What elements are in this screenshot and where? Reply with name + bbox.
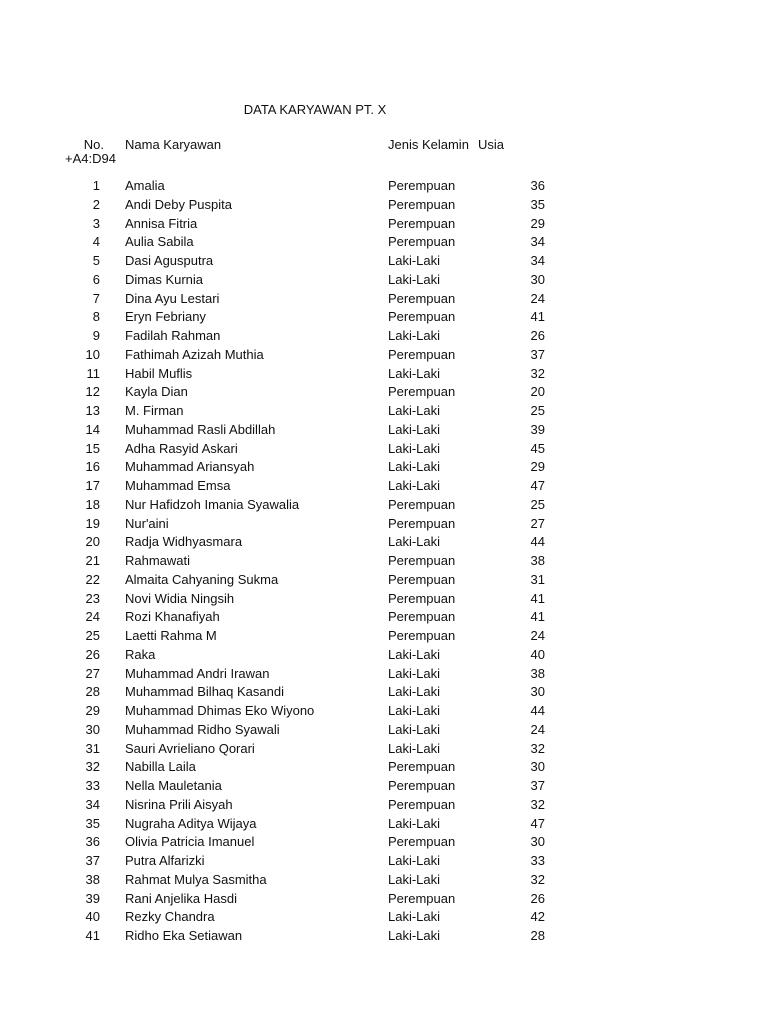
employee-gender: Perempuan [388, 890, 456, 906]
row-number: 2 [92, 196, 100, 212]
table-row [0, 383, 768, 402]
employee-name: Aulia Sabila [125, 234, 194, 250]
table-row [0, 608, 768, 627]
employee-gender: Perempuan [388, 778, 456, 793]
column-header-name: Nama Karyawan [125, 137, 222, 152]
row-number: 15 [85, 440, 100, 456]
table-row [0, 402, 768, 421]
employee-gender: Laki-Laki [388, 403, 441, 418]
table-row [0, 852, 768, 871]
employee-age: 30 [530, 834, 545, 850]
employee-name: Nabilla Laila [125, 759, 196, 775]
employee-age: 32 [530, 796, 545, 812]
table-row [0, 440, 768, 459]
table-row [0, 590, 768, 609]
table-row [0, 796, 768, 815]
employee-age: 38 [530, 553, 545, 568]
table-row [0, 365, 768, 384]
employee-age: 30 [530, 271, 545, 287]
table-row [0, 458, 768, 477]
employee-name: Rahmawati [125, 553, 191, 568]
table-row [0, 740, 768, 759]
employee-name: Rezky Chandra [125, 909, 215, 925]
employee-age: 25 [530, 496, 545, 512]
employee-name: Muhammad Rasli Abdillah [125, 421, 276, 437]
employee-age: 34 [530, 234, 545, 250]
employee-gender: Perempuan [388, 346, 456, 362]
employee-name: Ridho Eka Setiawan [125, 928, 243, 943]
employee-name: Sauri Avrieliano Qorari [125, 740, 255, 756]
employee-name: Nur'aini [125, 515, 169, 531]
employee-gender: Laki-Laki [388, 534, 441, 550]
table-row [0, 290, 768, 309]
employee-age: 41 [530, 609, 545, 625]
row-number: 28 [85, 684, 100, 700]
employee-name: Andi Deby Puspita [125, 196, 232, 212]
row-number: 38 [85, 871, 100, 887]
row-number: 6 [92, 271, 100, 287]
employee-name: Nella Mauletania [125, 778, 222, 793]
employee-name: Muhammad Andri Irawan [125, 665, 270, 681]
row-number: 35 [85, 815, 100, 831]
table-row [0, 327, 768, 346]
row-number: 23 [85, 590, 100, 606]
employee-age: 29 [530, 215, 545, 231]
table-row [0, 815, 768, 834]
employee-name: Fathimah Azizah Muthia [125, 346, 264, 362]
table-row [0, 890, 768, 909]
employee-age: 44 [530, 703, 545, 718]
employee-age: 24 [530, 628, 545, 643]
table-row [0, 177, 768, 196]
employee-gender: Laki-Laki [388, 721, 441, 737]
employee-age: 33 [530, 853, 545, 868]
employee-age: 41 [530, 590, 545, 606]
table-row [0, 571, 768, 590]
employee-table [0, 177, 768, 946]
employee-name: Putra Alfarizki [125, 853, 205, 868]
employee-name: Kayla Dian [125, 384, 188, 400]
table-row [0, 533, 768, 552]
row-number: 3 [92, 215, 100, 231]
employee-age: 35 [530, 196, 545, 212]
employee-name: Laetti Rahma M [125, 628, 217, 643]
employee-gender: Laki-Laki [388, 703, 441, 718]
row-number: 7 [92, 290, 100, 306]
table-row [0, 833, 768, 852]
row-number: 31 [85, 740, 100, 756]
row-number: 10 [85, 346, 100, 362]
table-row [0, 515, 768, 534]
employee-gender: Laki-Laki [388, 421, 441, 437]
table-row [0, 702, 768, 721]
employee-gender: Perempuan [388, 609, 456, 625]
table-row [0, 233, 768, 252]
row-number: 29 [85, 703, 100, 718]
employee-gender: Laki-Laki [388, 365, 441, 381]
employee-name: Muhammad Ridho Syawali [125, 721, 280, 737]
employee-name: Nugraha Aditya Wijaya [125, 815, 257, 831]
employee-gender: Laki-Laki [388, 440, 441, 456]
employee-age: 45 [530, 440, 545, 456]
row-number: 36 [85, 834, 100, 850]
employee-gender: Perempuan [388, 234, 456, 250]
row-number: 34 [85, 796, 100, 812]
table-row [0, 421, 768, 440]
employee-name: Dasi Agusputra [125, 253, 214, 268]
employee-name: Eryn Febriany [125, 309, 206, 325]
employee-gender: Laki-Laki [388, 271, 441, 287]
employee-name: Adha Rasyid Askari [125, 440, 238, 456]
employee-gender: Laki-Laki [388, 478, 441, 493]
row-number: 9 [92, 328, 100, 343]
employee-age: 40 [530, 646, 545, 662]
employee-gender: Laki-Laki [388, 459, 441, 475]
row-number: 25 [85, 628, 100, 643]
employee-age: 24 [530, 290, 545, 306]
employee-gender: Laki-Laki [388, 871, 441, 887]
table-row [0, 308, 768, 327]
employee-gender: Perempuan [388, 290, 456, 306]
employee-name: Dina Ayu Lestari [125, 290, 220, 306]
employee-gender: Laki-Laki [388, 684, 441, 700]
employee-age: 26 [530, 890, 545, 906]
employee-age: 47 [530, 815, 545, 831]
employee-age: 31 [530, 571, 545, 587]
table-row [0, 496, 768, 515]
employee-gender: Laki-Laki [388, 328, 441, 343]
row-number: 11 [86, 365, 100, 381]
employee-age: 24 [530, 721, 545, 737]
employee-age: 36 [530, 178, 545, 193]
row-number: 24 [85, 609, 100, 625]
employee-name: Raka [125, 646, 156, 662]
employee-age: 47 [530, 478, 545, 493]
employee-name: Habil Muflis [125, 365, 193, 381]
row-number: 33 [85, 778, 100, 793]
employee-age: 30 [530, 684, 545, 700]
employee-name: Novi Widia Ningsih [125, 590, 235, 606]
table-row [0, 683, 768, 702]
table-row [0, 927, 768, 946]
row-number: 32 [85, 759, 100, 775]
row-number: 40 [85, 909, 100, 925]
employee-name: Muhammad Ariansyah [125, 459, 255, 475]
employee-gender: Perempuan [388, 496, 456, 512]
table-row [0, 215, 768, 234]
employee-gender: Laki-Laki [388, 665, 441, 681]
employee-name: Nisrina Prili Aisyah [125, 796, 233, 812]
employee-name: Nur Hafidzoh Imania Syawalia [125, 496, 300, 512]
employee-gender: Perempuan [388, 759, 456, 775]
employee-name: Muhammad Emsa [125, 478, 231, 493]
column-header-age: Usia [478, 137, 505, 152]
row-number: 8 [92, 309, 100, 325]
employee-age: 25 [530, 403, 545, 418]
row-number: 18 [85, 496, 100, 512]
row-number: 4 [92, 234, 100, 250]
employee-age: 29 [530, 459, 545, 475]
column-header-formula: +A4:D94 [65, 151, 116, 166]
column-header-gender: Jenis Kelamin [388, 137, 469, 152]
column-header-no: No. [83, 137, 104, 152]
row-number: 21 [85, 553, 100, 568]
row-number: 12 [85, 384, 100, 400]
table-row [0, 721, 768, 740]
employee-gender: Perempuan [388, 309, 456, 325]
employee-gender: Perempuan [388, 628, 456, 643]
employee-gender: Laki-Laki [388, 928, 441, 943]
table-row [0, 665, 768, 684]
employee-name: Rani Anjelika Hasdi [125, 890, 238, 906]
row-number: 20 [85, 534, 100, 550]
employee-name: Olivia Patricia Imanuel [125, 834, 255, 850]
row-number: 41 [85, 928, 100, 943]
row-number: 39 [85, 890, 100, 906]
employee-age: 37 [530, 778, 545, 793]
employee-gender: Perempuan [388, 515, 456, 531]
row-number: 14 [85, 421, 100, 437]
table-row [0, 758, 768, 777]
employee-age: 32 [530, 365, 545, 381]
employee-age: 32 [530, 871, 545, 887]
employee-name: Muhammad Dhimas Eko Wiyono [125, 703, 315, 718]
row-number: 27 [85, 665, 100, 681]
employee-age: 20 [530, 384, 545, 400]
employee-gender: Laki-Laki [388, 740, 441, 756]
row-number: 13 [85, 403, 100, 418]
employee-age: 38 [530, 665, 545, 681]
row-number: 22 [85, 571, 100, 587]
employee-name: Fadilah Rahman [125, 328, 221, 343]
employee-gender: Perempuan [388, 215, 456, 231]
employee-age: 42 [530, 909, 545, 925]
employee-gender: Laki-Laki [388, 253, 441, 268]
employee-gender: Perempuan [388, 796, 456, 812]
employee-gender: Perempuan [388, 553, 456, 568]
employee-age: 32 [530, 740, 545, 756]
table-row [0, 777, 768, 796]
table-row [0, 627, 768, 646]
row-number: 16 [85, 459, 100, 475]
table-row [0, 346, 768, 365]
table-row [0, 196, 768, 215]
table-row [0, 646, 768, 665]
table-row [0, 908, 768, 927]
table-row [0, 477, 768, 496]
employee-age: 41 [530, 309, 545, 325]
employee-name: Almaita Cahyaning Sukma [125, 571, 279, 587]
employee-gender: Laki-Laki [388, 646, 441, 662]
employee-name: Radja Widhyasmara [125, 534, 243, 550]
employee-name: Muhammad Bilhaq Kasandi [125, 684, 284, 700]
employee-name: Rozi Khanafiyah [125, 609, 220, 625]
employee-gender: Perempuan [388, 590, 456, 606]
employee-gender: Laki-Laki [388, 853, 441, 868]
row-number: 26 [85, 646, 100, 662]
employee-name: Rahmat Mulya Sasmitha [125, 871, 267, 887]
employee-age: 34 [530, 253, 545, 268]
row-number: 17 [85, 478, 100, 493]
table-row [0, 871, 768, 890]
employee-age: 27 [530, 515, 545, 531]
employee-name: Amalia [125, 178, 165, 193]
employee-age: 26 [530, 328, 545, 343]
employee-age: 39 [530, 421, 545, 437]
employee-gender: Laki-Laki [388, 909, 441, 925]
employee-name: Annisa Fitria [125, 215, 198, 231]
employee-age: 37 [530, 346, 545, 362]
row-number: 30 [85, 721, 100, 737]
employee-gender: Laki-Laki [388, 815, 441, 831]
employee-gender: Perempuan [388, 384, 456, 400]
employee-gender: Perempuan [388, 196, 456, 212]
employee-gender: Perempuan [388, 571, 456, 587]
row-number: 5 [92, 253, 100, 268]
table-row [0, 271, 768, 290]
employee-age: 30 [530, 759, 545, 775]
employee-age: 28 [530, 928, 545, 943]
employee-name: M. Firman [125, 403, 184, 418]
row-number: 1 [92, 178, 100, 193]
employee-gender: Perempuan [388, 834, 456, 850]
page-title: DATA KARYAWAN PT. X [243, 102, 387, 117]
row-number: 37 [85, 853, 100, 868]
table-row [0, 552, 768, 571]
row-number: 19 [85, 515, 100, 531]
employee-gender: Perempuan [388, 178, 456, 193]
employee-name: Dimas Kurnia [125, 271, 204, 287]
employee-age: 44 [530, 534, 545, 550]
table-row [0, 252, 768, 271]
